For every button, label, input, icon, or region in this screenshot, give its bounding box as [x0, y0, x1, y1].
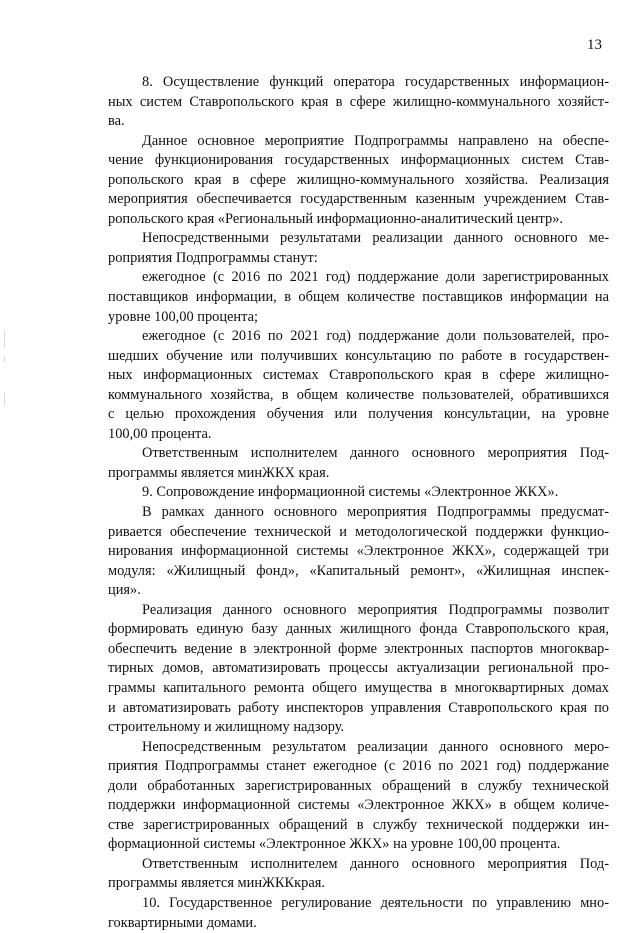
text-line: ривается обеспечение технической и методологической поддержки функцио- — [108, 523, 609, 540]
paragraph-p1 — [108, 73, 609, 132]
paragraph-p7 — [108, 483, 609, 503]
paragraph-p4 — [108, 268, 609, 327]
text-line: ных информационных системах Ставропольского края в сфере жилищно- — [108, 367, 609, 384]
text-line: 100,00 процента. — [108, 425, 212, 442]
text-line: Непосредственными результатами реализации данного основного ме- — [142, 230, 609, 247]
paragraph-p3 — [108, 229, 609, 268]
text-line: поддержки информационной системы «Электронное ЖКХ» в общем количе- — [108, 797, 609, 814]
paragraph-p2 — [108, 132, 609, 230]
text-line: Непосредственным результатом реализации данного основного меро- — [142, 738, 609, 755]
document-body — [108, 73, 609, 933]
text-line: формировать единую базу данных жилищного фонда Ставропольского края, — [108, 621, 609, 638]
text-line: ных систем Ставропольского края в сфере жилищно-коммунального хозяйст- — [108, 93, 609, 110]
text-line: тирных домов, автоматизировать процессы актуализации региональной про- — [108, 660, 609, 677]
text-line: Реализация данного основного мероприятия Подпрограммы позволит — [142, 601, 609, 618]
paragraph-p10 — [108, 738, 609, 855]
text-line: программы является минЖКХ края. — [108, 464, 330, 481]
scan-edge-mark — [4, 356, 5, 362]
text-line: ция». — [108, 582, 141, 599]
text-line: формационной системы «Электронное ЖКХ» на уровне 100,00 процента. — [108, 836, 561, 853]
text-line: и автоматизировать работу инспекторов управления Ставропольского края по — [108, 699, 609, 716]
text-line: гоквартирными домами. — [108, 914, 257, 931]
text-line: ва. — [108, 113, 125, 130]
text-line: программы является минЖККкрая. — [108, 875, 325, 892]
text-line: ропольского края «Региональный информационно-аналитический центр». — [108, 210, 563, 227]
text-line: Данное основное мероприятие Подпрограммы направлено на обеспе- — [142, 132, 609, 149]
paragraph-p11 — [108, 855, 609, 894]
text-line: Ответственным исполнителем данного основного мероприятия Под- — [142, 855, 609, 872]
text-line: уровне 100,00 процента; — [108, 308, 258, 325]
paragraph-p9 — [108, 601, 609, 738]
paragraph-p5 — [108, 327, 609, 444]
text-line: граммы капитального ремонта общего имущества в многоквартирных домах — [108, 679, 609, 696]
text-line: строительному и жилищному надзору. — [108, 719, 345, 736]
paragraph-p12 — [108, 894, 609, 933]
scan-edge-mark — [4, 392, 5, 406]
page-number: 13 — [587, 37, 602, 53]
text-line: ропольского края в сфере жилищно-коммунального хозяйства. Реализация — [108, 171, 609, 188]
text-line: 9. Сопровождение информационной системы «Электронное ЖКХ». — [142, 484, 559, 501]
text-line: стве зарегистрированных обращений в службу технической поддержки ин- — [108, 816, 609, 833]
text-line: модуля: «Жилищный фонд», «Капитальный ремонт», «Жилищная инспек- — [108, 562, 609, 579]
text-line: ежегодное (с 2016 по 2021 год) поддержание доли пользователей, про- — [142, 328, 609, 345]
text-line: 8. Осуществление функций оператора государственных информацион- — [142, 74, 609, 90]
text-line: В рамках данного основного мероприятия Подпрограммы предусмат- — [142, 504, 609, 521]
text-line: ежегодное (с 2016 по 2021 год) поддержание доли зарегистрированных — [142, 269, 609, 286]
text-line: доли обработанных зарегистрированных обращений в службу технической — [108, 777, 609, 794]
text-line: 10. Государственное регулирование деятельности по управлению мно- — [142, 894, 609, 911]
paragraph-p8 — [108, 503, 609, 601]
paragraph-p6 — [108, 444, 609, 483]
text-line: чение функционирования государственных информационных систем Став- — [108, 152, 609, 169]
text-line: приятия Подпрограммы станет ежегодное (с 2016 по 2021 год) поддержание — [108, 758, 609, 775]
text-line: шедших обучение или получивших консультацию по работе в государствен- — [108, 347, 609, 364]
text-line: поставщиков информации, в общем количестве поставщиков информации на — [108, 289, 609, 306]
scan-edge-mark — [4, 330, 5, 348]
text-line: обеспечить ведение в электронной форме электронных паспортов многоквар- — [108, 640, 609, 657]
text-line: нирования информационной системы «Электронное ЖКХ», содержащей три — [108, 543, 609, 560]
text-line: роприятия Подпрограммы станут: — [108, 249, 318, 266]
text-line: коммунального хозяйства, в общем количестве пользователей, обратившихся — [108, 386, 609, 403]
text-line: с целью прохождения обучения или получения консультации, на уровне — [108, 406, 609, 423]
text-line: Ответственным исполнителем данного основного мероприятия Под- — [142, 445, 609, 462]
text-line: мероприятия обеспечивается государственным казенным учреждением Став- — [108, 191, 609, 208]
